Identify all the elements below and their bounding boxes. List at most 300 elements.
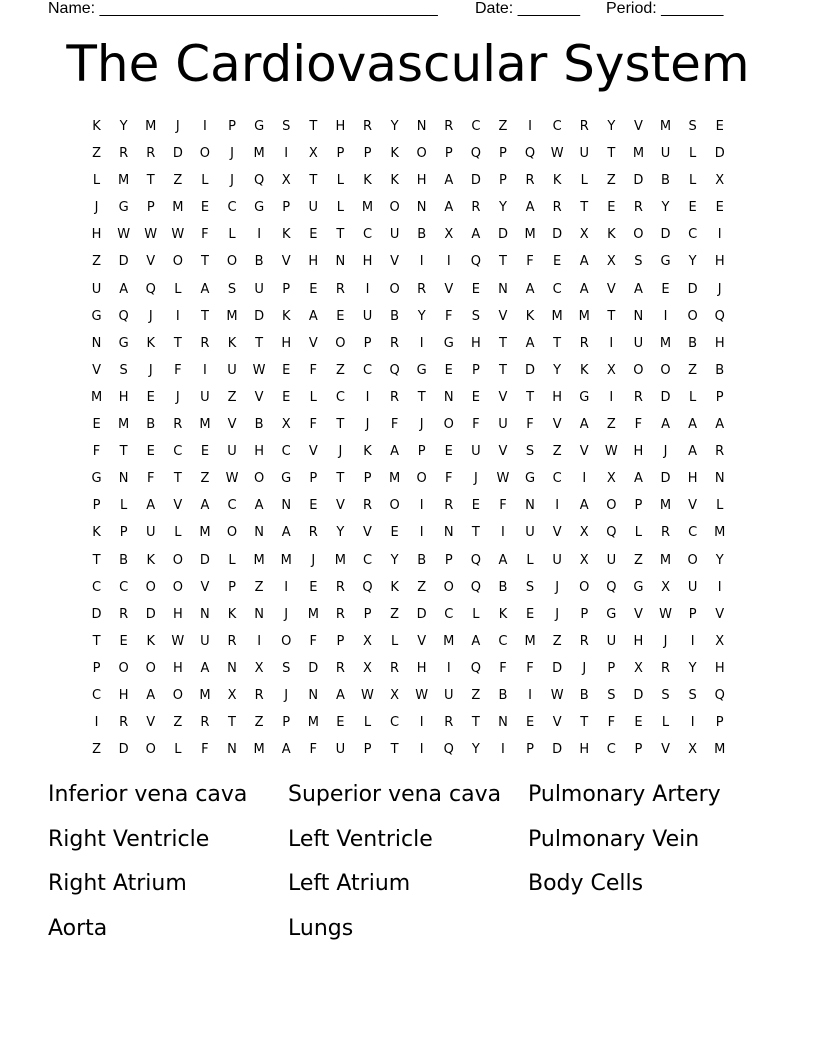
grid-letter[interactable]: X xyxy=(363,660,372,676)
grid-letter[interactable]: J xyxy=(663,444,668,460)
grid-letter[interactable]: Q xyxy=(470,146,481,162)
grid-letter[interactable]: I xyxy=(446,254,451,270)
grid-letter[interactable]: Y xyxy=(715,552,724,568)
grid-letter[interactable]: M xyxy=(172,200,184,216)
grid-letter[interactable]: I xyxy=(365,389,370,405)
grid-letter[interactable]: U xyxy=(91,281,102,297)
grid-letter[interactable]: T xyxy=(553,335,562,351)
grid-letter[interactable]: T xyxy=(92,633,101,649)
grid-letter[interactable]: Q xyxy=(606,579,617,595)
grid-letter[interactable]: L xyxy=(174,742,182,758)
grid-letter[interactable]: L xyxy=(688,389,697,405)
grid-letter[interactable]: T xyxy=(173,471,182,487)
grid-letter[interactable]: X xyxy=(633,660,643,676)
grid-letter[interactable]: P xyxy=(363,606,372,622)
grid-letter[interactable]: H xyxy=(362,254,373,270)
grid-letter[interactable]: V xyxy=(633,119,643,134)
grid-letter[interactable]: M xyxy=(118,173,130,189)
grid-letter[interactable]: I xyxy=(203,119,207,134)
grid-letter[interactable]: X xyxy=(579,227,589,243)
grid-letter[interactable]: I xyxy=(203,362,207,378)
grid-letter[interactable]: Z xyxy=(173,173,183,189)
grid-letter[interactable]: Z xyxy=(173,715,183,731)
grid-letter[interactable]: Q xyxy=(470,254,481,270)
grid-letter[interactable]: Z xyxy=(471,687,481,703)
grid-letter[interactable]: M xyxy=(659,335,672,351)
grid-letter[interactable]: K xyxy=(390,146,399,162)
grid-letter[interactable]: Q xyxy=(524,146,536,162)
grid-letter[interactable]: D xyxy=(525,362,536,378)
grid-letter[interactable]: F xyxy=(390,417,399,433)
grid-letter[interactable]: M xyxy=(199,687,211,703)
grid-letter[interactable]: V xyxy=(281,254,291,270)
grid-letter[interactable]: O xyxy=(443,579,454,595)
grid-letter[interactable]: E xyxy=(92,417,101,433)
grid-letter[interactable]: H xyxy=(714,335,725,351)
grid-letter[interactable]: O xyxy=(633,362,644,378)
grid-letter[interactable]: K xyxy=(498,606,508,622)
grid-letter[interactable]: K xyxy=(579,362,589,378)
grid-letter[interactable]: C xyxy=(92,579,102,595)
grid-letter[interactable]: I xyxy=(257,633,262,649)
grid-letter[interactable]: K xyxy=(281,227,291,243)
grid-letter[interactable]: R xyxy=(390,660,400,676)
grid-letter[interactable]: X xyxy=(254,660,264,676)
grid-letter[interactable]: R xyxy=(146,146,156,162)
grid-letter[interactable]: Y xyxy=(688,660,697,676)
grid-letter[interactable]: H xyxy=(281,335,292,351)
grid-letter[interactable]: R xyxy=(417,281,427,297)
grid-letter[interactable]: D xyxy=(254,308,265,324)
grid-letter[interactable]: K xyxy=(525,308,535,324)
grid-letter[interactable]: W xyxy=(117,227,131,243)
grid-letter[interactable]: R xyxy=(471,200,481,216)
grid-letter[interactable]: L xyxy=(336,200,345,216)
grid-letter[interactable]: E xyxy=(715,200,724,216)
grid-letter[interactable]: U xyxy=(606,633,617,649)
grid-letter[interactable]: Y xyxy=(553,362,562,378)
grid-letter[interactable]: V xyxy=(498,308,508,324)
grid-letter[interactable]: A xyxy=(200,281,210,297)
grid-letter[interactable]: T xyxy=(173,335,182,351)
grid-letter[interactable]: N xyxy=(200,606,210,622)
grid-letter[interactable]: M xyxy=(443,633,455,649)
grid-letter[interactable]: T xyxy=(498,254,507,270)
grid-letter[interactable]: T xyxy=(119,444,128,460)
grid-letter[interactable]: L xyxy=(336,173,345,189)
grid-letter[interactable]: J xyxy=(175,389,180,405)
grid-letter[interactable]: D xyxy=(660,389,671,405)
grid-letter[interactable]: K xyxy=(363,444,372,460)
grid-letter[interactable]: Z xyxy=(688,362,698,378)
grid-letter[interactable]: J xyxy=(284,687,289,703)
grid-letter[interactable]: X xyxy=(606,471,616,487)
grid-letter[interactable]: V xyxy=(308,335,318,351)
grid-letter[interactable]: D xyxy=(714,146,725,162)
grid-letter[interactable]: E xyxy=(336,308,345,324)
grid-letter[interactable]: I xyxy=(419,498,424,514)
grid-letter[interactable]: S xyxy=(227,281,237,297)
grid-letter[interactable]: L xyxy=(634,525,643,541)
grid-letter[interactable]: U xyxy=(389,227,400,243)
grid-letter[interactable]: M xyxy=(253,552,265,568)
grid-letter[interactable]: G xyxy=(443,335,454,351)
grid-letter[interactable]: I xyxy=(609,335,614,351)
grid-letter[interactable]: D xyxy=(118,254,129,270)
grid-letter[interactable]: C xyxy=(471,119,481,134)
grid-letter[interactable]: H xyxy=(416,173,427,189)
grid-letter[interactable]: M xyxy=(659,119,672,134)
grid-letter[interactable]: H xyxy=(714,254,725,270)
grid-letter[interactable]: Q xyxy=(714,687,725,703)
grid-letter[interactable]: E xyxy=(444,444,453,460)
grid-letter[interactable]: M xyxy=(253,146,265,162)
grid-letter[interactable]: V xyxy=(335,498,345,514)
grid-letter[interactable]: V xyxy=(552,525,562,541)
grid-letter[interactable]: Y xyxy=(661,200,670,216)
grid-letter[interactable]: K xyxy=(227,606,237,622)
grid-letter[interactable]: C xyxy=(444,606,454,622)
grid-letter[interactable]: W xyxy=(659,606,672,622)
grid-letter[interactable]: U xyxy=(552,552,562,568)
grid-letter[interactable]: E xyxy=(146,389,155,405)
grid-letter[interactable]: B xyxy=(254,254,264,270)
grid-letter[interactable]: P xyxy=(580,606,589,622)
grid-letter[interactable]: R xyxy=(119,606,129,622)
grid-letter[interactable]: O xyxy=(416,471,427,487)
grid-letter[interactable]: C xyxy=(227,200,237,216)
grid-letter[interactable]: X xyxy=(579,525,589,541)
grid-letter[interactable]: P xyxy=(634,498,643,514)
grid-letter[interactable]: Y xyxy=(607,119,616,134)
grid-letter[interactable]: F xyxy=(309,362,318,378)
grid-letter[interactable]: K xyxy=(92,119,101,134)
grid-letter[interactable]: T xyxy=(471,715,480,731)
grid-letter[interactable]: Z xyxy=(606,417,616,433)
grid-letter[interactable]: I xyxy=(419,335,424,351)
grid-letter[interactable]: I xyxy=(419,742,424,758)
grid-letter[interactable]: I xyxy=(555,498,560,514)
grid-letter[interactable]: T xyxy=(526,389,535,405)
grid-letter[interactable]: D xyxy=(308,660,319,676)
grid-letter[interactable]: G xyxy=(633,579,644,595)
grid-letter[interactable]: T xyxy=(607,308,616,324)
grid-letter[interactable]: U xyxy=(335,742,346,758)
grid-letter[interactable]: R xyxy=(579,633,589,649)
grid-letter[interactable]: M xyxy=(307,715,319,731)
grid-letter[interactable]: R xyxy=(200,335,210,351)
grid-letter[interactable]: X xyxy=(606,254,616,270)
grid-letter[interactable]: E xyxy=(715,119,724,134)
grid-letter[interactable]: A xyxy=(471,227,481,243)
grid-letter[interactable]: P xyxy=(499,146,507,162)
grid-letter[interactable]: L xyxy=(174,281,182,297)
grid-letter[interactable]: I xyxy=(365,281,370,297)
grid-letter[interactable]: J xyxy=(663,633,668,649)
grid-letter[interactable]: X xyxy=(661,579,670,595)
grid-letter[interactable]: O xyxy=(172,579,183,595)
grid-letter[interactable]: N xyxy=(227,660,237,676)
grid-letter[interactable]: V xyxy=(308,444,318,460)
grid-letter[interactable]: O xyxy=(687,552,698,568)
grid-letter[interactable]: S xyxy=(634,254,643,270)
grid-letter[interactable]: P xyxy=(526,742,534,758)
grid-letter[interactable]: H xyxy=(308,254,319,270)
grid-letter[interactable]: H xyxy=(470,335,481,351)
grid-letter[interactable]: R xyxy=(335,660,345,676)
grid-letter[interactable]: L xyxy=(228,227,236,243)
grid-letter[interactable]: U xyxy=(200,633,210,649)
grid-letter[interactable]: B xyxy=(715,362,725,378)
grid-letter[interactable]: E xyxy=(471,498,480,514)
grid-letter[interactable]: V xyxy=(688,498,698,514)
grid-letter[interactable]: E xyxy=(282,362,291,378)
grid-letter[interactable]: U xyxy=(227,362,237,378)
grid-letter[interactable]: X xyxy=(606,362,616,378)
grid-letter[interactable]: X xyxy=(715,173,725,189)
grid-letter[interactable]: A xyxy=(281,742,291,758)
grid-letter[interactable]: N xyxy=(443,389,454,405)
grid-letter[interactable]: D xyxy=(552,227,563,243)
grid-letter[interactable]: Z xyxy=(335,362,345,378)
grid-letter[interactable]: H xyxy=(118,389,129,405)
grid-letter[interactable]: N xyxy=(525,498,535,514)
grid-letter[interactable]: O xyxy=(253,471,265,487)
grid-letter[interactable]: T xyxy=(607,146,616,162)
grid-letter[interactable]: P xyxy=(309,471,318,487)
grid-letter[interactable]: F xyxy=(445,308,453,324)
grid-letter[interactable]: P xyxy=(688,606,697,622)
grid-letter[interactable]: B xyxy=(498,579,508,595)
grid-letter[interactable]: Y xyxy=(498,200,507,216)
grid-letter[interactable]: W xyxy=(361,687,374,703)
grid-letter[interactable]: Z xyxy=(200,471,210,487)
grid-letter[interactable]: R xyxy=(660,525,671,541)
grid-letter[interactable]: P xyxy=(499,173,507,189)
grid-letter[interactable]: P xyxy=(228,579,236,595)
grid-letter[interactable]: O xyxy=(145,660,156,676)
grid-letter[interactable]: G xyxy=(118,335,129,351)
grid-letter[interactable]: H xyxy=(118,687,129,703)
grid-letter[interactable]: O xyxy=(633,227,644,243)
grid-letter[interactable]: L xyxy=(688,146,697,162)
grid-letter[interactable]: G xyxy=(118,200,129,216)
grid-letter[interactable]: B xyxy=(390,308,400,324)
grid-letter[interactable]: N xyxy=(498,281,508,297)
grid-letter[interactable]: Q xyxy=(714,308,725,324)
grid-letter[interactable]: V xyxy=(146,254,156,270)
grid-letter[interactable]: O xyxy=(579,579,590,595)
grid-letter[interactable]: T xyxy=(309,119,318,134)
grid-letter[interactable]: R xyxy=(390,335,400,351)
grid-letter[interactable]: Q xyxy=(443,742,454,758)
grid-letter[interactable]: Y xyxy=(336,525,345,541)
grid-letter[interactable]: U xyxy=(687,579,698,595)
grid-letter[interactable]: O xyxy=(199,146,211,162)
grid-letter[interactable]: T xyxy=(498,335,507,351)
grid-letter[interactable]: C xyxy=(362,227,373,243)
grid-letter[interactable]: P xyxy=(336,633,345,649)
grid-letter[interactable]: I xyxy=(257,227,262,243)
grid-letter[interactable]: Q xyxy=(606,525,617,541)
grid-letter[interactable]: B xyxy=(254,417,264,433)
grid-letter[interactable]: B xyxy=(417,227,427,243)
grid-letter[interactable]: I xyxy=(284,146,289,162)
grid-letter[interactable]: H xyxy=(633,444,644,460)
grid-letter[interactable]: H xyxy=(416,660,427,676)
grid-letter[interactable]: O xyxy=(145,579,156,595)
grid-letter[interactable]: R xyxy=(173,417,183,433)
grid-letter[interactable]: R xyxy=(552,200,562,216)
grid-letter[interactable]: P xyxy=(363,335,372,351)
grid-letter[interactable]: F xyxy=(174,362,182,378)
grid-letter[interactable]: M xyxy=(524,633,536,649)
grid-letter[interactable]: X xyxy=(281,417,291,433)
grid-letter[interactable]: A xyxy=(444,173,454,189)
grid-letter[interactable]: E xyxy=(309,281,318,297)
grid-letter[interactable]: U xyxy=(145,525,156,541)
grid-letter[interactable]: N xyxy=(227,742,237,758)
grid-letter[interactable]: I xyxy=(419,525,424,541)
grid-letter[interactable]: Q xyxy=(118,308,129,324)
grid-letter[interactable]: W xyxy=(171,227,185,243)
grid-letter[interactable]: O xyxy=(145,742,156,758)
grid-letter[interactable]: A xyxy=(119,281,129,297)
grid-letter[interactable]: W xyxy=(144,227,158,243)
grid-letter[interactable]: Z xyxy=(498,119,508,134)
grid-letter[interactable]: D xyxy=(497,227,508,243)
grid-letter[interactable]: B xyxy=(579,687,589,703)
grid-letter[interactable]: O xyxy=(660,362,671,378)
grid-letter[interactable]: V xyxy=(146,715,156,731)
grid-letter[interactable]: D xyxy=(633,173,644,189)
grid-letter[interactable]: O xyxy=(172,687,183,703)
grid-letter[interactable]: S xyxy=(688,119,697,134)
grid-letter[interactable]: F xyxy=(201,742,209,758)
grid-letter[interactable]: I xyxy=(419,254,424,270)
grid-letter[interactable]: A xyxy=(281,525,291,541)
grid-letter[interactable]: A xyxy=(579,281,589,297)
grid-letter[interactable]: I xyxy=(609,389,614,405)
grid-letter[interactable]: A xyxy=(471,633,481,649)
grid-letter[interactable]: E xyxy=(525,606,535,622)
grid-letter[interactable]: U xyxy=(525,525,535,541)
grid-letter[interactable]: H xyxy=(552,389,563,405)
grid-letter[interactable]: T xyxy=(498,362,507,378)
grid-letter[interactable]: L xyxy=(363,715,372,731)
grid-letter[interactable]: N xyxy=(416,200,427,216)
grid-letter[interactable]: I xyxy=(501,525,505,541)
grid-letter[interactable]: K xyxy=(146,335,155,351)
grid-letter[interactable]: Y xyxy=(390,552,399,568)
grid-letter[interactable]: F xyxy=(634,417,643,433)
grid-letter[interactable]: G xyxy=(254,200,265,216)
grid-letter[interactable]: T xyxy=(309,173,318,189)
grid-letter[interactable]: E xyxy=(282,389,291,405)
grid-letter[interactable]: R xyxy=(715,444,725,460)
grid-letter[interactable]: Y xyxy=(390,119,399,134)
grid-letter[interactable]: Z xyxy=(92,254,101,270)
grid-letter[interactable]: P xyxy=(363,471,372,487)
grid-letter[interactable]: Z xyxy=(552,633,562,649)
grid-letter[interactable]: L xyxy=(174,525,182,541)
grid-letter[interactable]: H xyxy=(335,119,346,134)
grid-letter[interactable]: H xyxy=(91,227,102,243)
grid-letter[interactable]: N xyxy=(118,471,129,487)
grid-letter[interactable]: I xyxy=(446,660,451,676)
grid-letter[interactable]: O xyxy=(118,660,129,676)
grid-letter[interactable]: I xyxy=(175,308,180,324)
grid-letter[interactable]: U xyxy=(308,200,319,216)
grid-letter[interactable]: A xyxy=(146,498,156,514)
grid-letter[interactable]: K xyxy=(390,579,399,595)
grid-letter[interactable]: Y xyxy=(471,742,480,758)
grid-letter[interactable]: B xyxy=(119,552,129,568)
grid-letter[interactable]: T xyxy=(255,335,264,351)
grid-letter[interactable]: B xyxy=(146,417,156,433)
grid-letter[interactable]: W xyxy=(225,471,239,487)
grid-letter[interactable]: F xyxy=(526,660,534,676)
grid-letter[interactable]: G xyxy=(254,119,265,134)
grid-letter[interactable]: I xyxy=(582,471,587,487)
grid-letter[interactable]: C xyxy=(606,742,616,758)
grid-letter[interactable]: R xyxy=(254,687,264,703)
grid-letter[interactable]: R xyxy=(200,715,210,731)
grid-letter[interactable]: I xyxy=(690,715,695,731)
grid-letter[interactable]: W xyxy=(550,687,564,703)
grid-letter[interactable]: R xyxy=(390,389,400,405)
grid-letter[interactable]: M xyxy=(118,417,130,433)
grid-letter[interactable]: Z xyxy=(254,715,264,731)
grid-letter[interactable]: V xyxy=(417,633,427,649)
grid-letter[interactable]: N xyxy=(281,498,292,514)
grid-letter[interactable]: Q xyxy=(470,660,481,676)
grid-letter[interactable]: U xyxy=(362,308,373,324)
grid-letter[interactable]: M xyxy=(714,525,726,541)
grid-letter[interactable]: V xyxy=(200,579,210,595)
grid-letter[interactable]: W xyxy=(550,146,564,162)
grid-letter[interactable]: M xyxy=(714,742,726,758)
grid-letter[interactable]: K xyxy=(92,525,101,541)
grid-letter[interactable]: P xyxy=(417,444,426,460)
grid-letter[interactable]: C xyxy=(227,498,237,514)
grid-letter[interactable]: F xyxy=(499,498,507,514)
grid-letter[interactable]: A xyxy=(525,200,535,216)
grid-letter[interactable]: R xyxy=(633,200,643,216)
grid-letter[interactable]: U xyxy=(200,389,210,405)
grid-letter[interactable]: H xyxy=(579,742,590,758)
grid-letter[interactable]: D xyxy=(660,471,671,487)
grid-letter[interactable]: V xyxy=(552,417,562,433)
grid-letter[interactable]: J xyxy=(717,281,722,297)
grid-letter[interactable]: P xyxy=(607,660,616,676)
grid-letter[interactable]: Z xyxy=(92,742,101,758)
grid-letter[interactable]: C xyxy=(362,552,373,568)
grid-letter[interactable]: F xyxy=(472,417,480,433)
grid-letter[interactable]: O xyxy=(687,308,698,324)
grid-letter[interactable]: C xyxy=(552,471,562,487)
grid-letter[interactable]: J xyxy=(230,173,234,189)
grid-letter[interactable]: M xyxy=(199,525,211,541)
grid-letter[interactable]: P xyxy=(282,281,291,297)
grid-letter[interactable]: O xyxy=(389,498,400,514)
grid-letter[interactable]: E xyxy=(390,525,399,541)
grid-letter[interactable]: P xyxy=(471,362,480,378)
grid-letter[interactable]: I xyxy=(501,742,505,758)
grid-letter[interactable]: E xyxy=(471,281,480,297)
grid-letter[interactable]: T xyxy=(200,254,209,270)
grid-letter[interactable]: R xyxy=(444,119,454,134)
